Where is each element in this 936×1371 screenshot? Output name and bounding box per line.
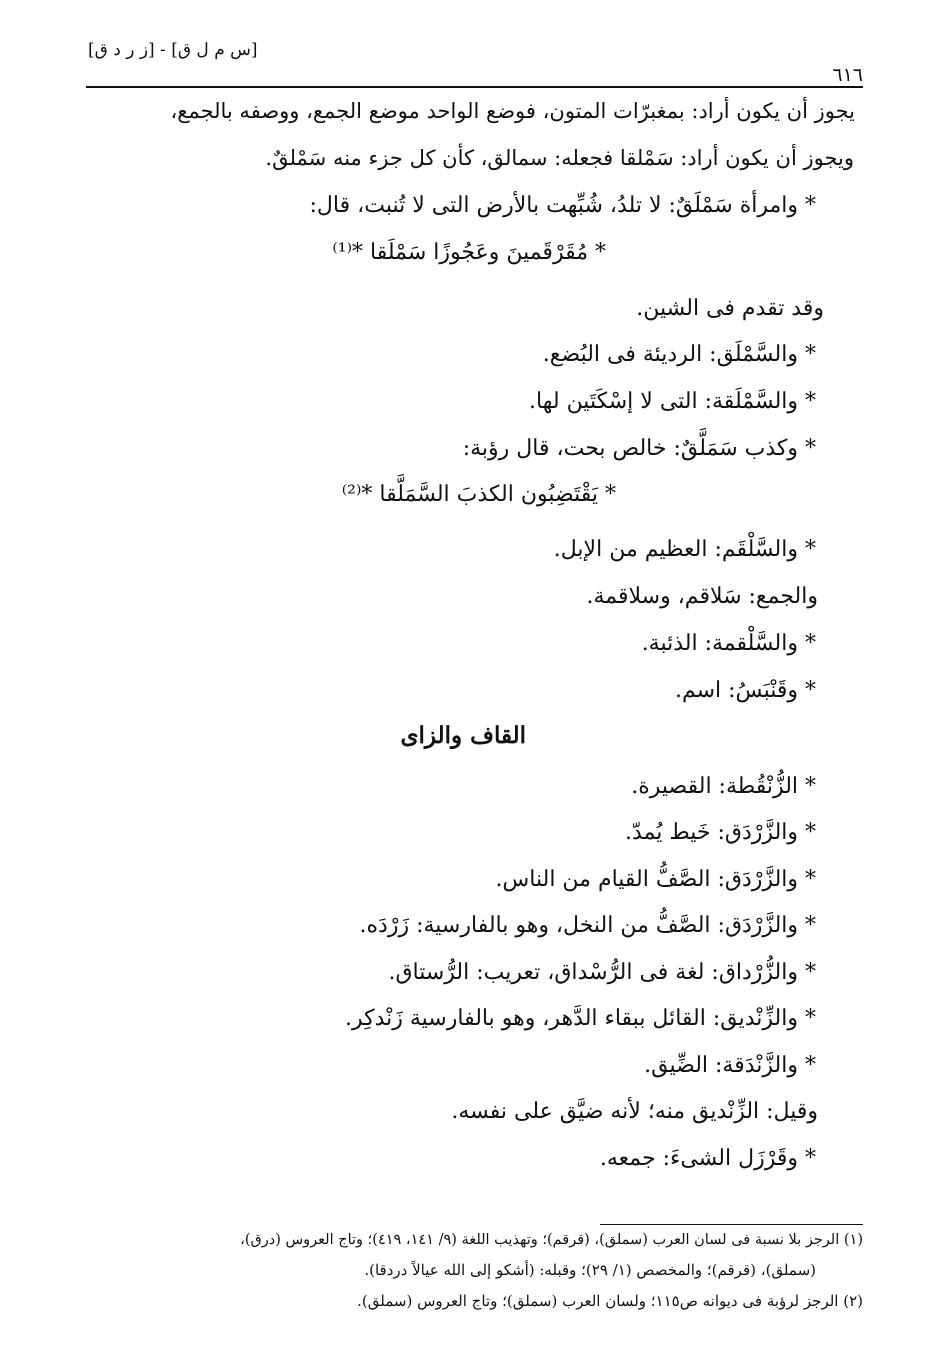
entry-line: * وكذب سَمَلَّقٌ: خالص بحت، قال رؤبة: [462,436,816,461]
footnote-line: (١) الرجز بلا نسبة فى لسان العرب (سملق)، (قرقم)؛ وتهذيب اللغة (٩/ ١٤١، ٤١٩)؛ وتاج العروس (درق)، [240,1232,863,1248]
verse-line: * يَقْتَضِبُون الكذبَ السَّمَلَّقا *⁽²⁾ [341,482,616,507]
body-line: ويجوز أن يكون أراد: سَمْلقا فجعله: سمالق، كأن كل جزء منه سَمْلقٌ. [265,146,854,170]
page-number: ٦١٦ [832,64,863,86]
footnote-rule [600,1224,863,1225]
running-header-root-range: [س م ل ق] - [ز ر د ق] [88,40,258,60]
header-rule [86,86,863,88]
entry-line: * والسَّلْقمة: الذئبة. [641,631,816,656]
entry-line: * والزَّرْدَق: الصَّفُّ من النخل، وهو بالفارسية: زَرْدَه. [359,913,816,938]
entry-line: * والزِّنْديق: القائل ببقاء الدَّهر، وهو بالفارسية زَنْدكِر. [344,1006,816,1031]
entry-line: * والزَّنْدَقة: الضِّيق. [644,1053,816,1078]
entry-line: * والسَّمْلَقة: التى لا إسْكَتَين لها. [529,389,816,414]
footnote-line: (سملق)، (قرقم)؛ والمخصص (١/ ٢٩)؛ وقبله: (أشكو إلى الله عيالاً دردقا). [364,1261,816,1279]
entry-line: * وقَنْبَسُ: اسم. [674,678,816,703]
entry-line: * وامرأة سَمْلَقٌ: لا تلدُ، شُبِّهت بالأرض التى لا تُنبت، قال: [309,193,816,218]
entry-line: * والسَّمْلَق: الرديئة فى البُضع. [542,342,816,367]
entry-line: * والسَّلْقَم: العظيم من الإبل. [553,537,816,562]
body-line: وقد تقدم فى الشين. [636,296,824,321]
entry-line: * والزُّرْداق: لغة فى الرُّسْداق، تعريب: الرُّستاق. [388,960,816,985]
entry-line: * والزَّرْدَق: الصَّفُّ القيام من الناس. [495,867,816,892]
body-line: والجمع: سَلاقم، وسلاقمة. [586,584,818,609]
entry-line: * والزَّرْدَق: خَيط يُمدّ. [625,820,816,845]
verse-line: * مُقَرْقَمينَ وعَجُوزًا سَمْلَقا *⁽¹⁾ [332,240,606,265]
footnote-line: (٢) الرجز لرؤبة فى ديوانه ص١١٥؛ ولسان العرب (سملق)؛ وتاج العروس (سملق). [357,1292,863,1310]
section-heading: القاف والزاى [400,722,526,749]
body-line: يجوز أن يكون أراد: بمغبرّات المتون، فوضع الواحد موضع الجمع، ووصفه بالجمع، [170,99,855,123]
entry-line: * الزُّنْقُطة: القصيرة. [631,774,816,799]
entry-line: * وقَرْزَل الشىءَ: جمعه. [599,1146,816,1171]
body-line: وقيل: الزِّنْديق منه؛ لأنه ضيَّق على نفسه. [451,1099,818,1124]
